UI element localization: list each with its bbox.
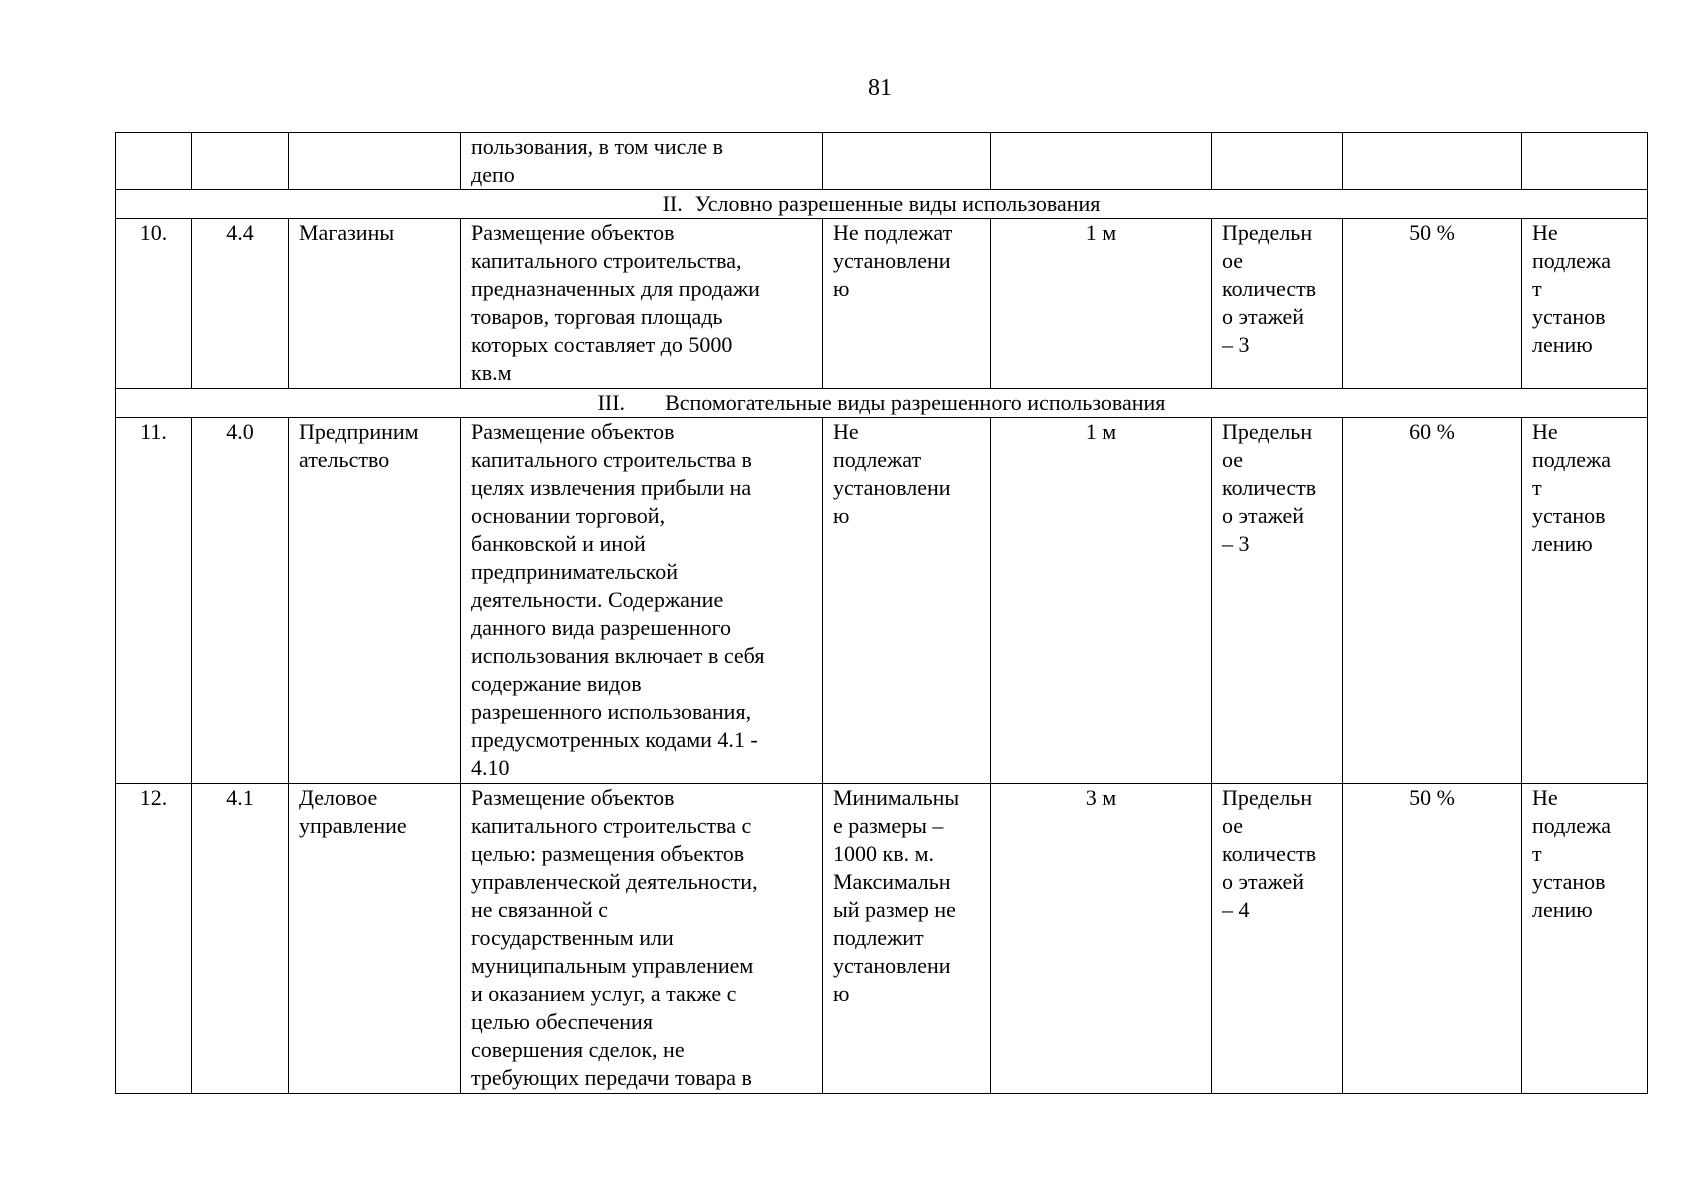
table-row (116, 219, 1648, 389)
cell-name: Деловое управление (289, 784, 461, 1094)
section-title: Вспомогательные виды разрешенного использования (665, 390, 1166, 415)
cell-floors: Предельн ое количеств о этажей – 3 (1212, 418, 1343, 784)
cell-code: 4.1 (192, 784, 289, 1094)
cell-min-setback (991, 133, 1212, 190)
cell-plot-size: Не подлежат установлени ю (823, 418, 991, 784)
cell-description: пользования, в том числе в депо (461, 133, 823, 190)
cell-min-setback: 3 м (991, 784, 1212, 1094)
cell-coverage: 60 % (1343, 418, 1522, 784)
cell-num (116, 133, 192, 190)
table-row-continuation (116, 133, 1648, 190)
cell-description: Размещение объектов капитального строительства в целях извлечения прибыли на основании торговой, банковской и иной предпринимательской деятельности. Содержание данного вида разрешенного использования включает в себя содержание видов разрешенного использования, предусмотренных кодами 4.1 - 4.10 (461, 418, 823, 784)
cell-plot-size: Минимальны е размеры – 1000 кв. м. Максимальн ый размер не подлежит установлени ю (823, 784, 991, 1094)
section-header (116, 389, 1648, 418)
cell-floors (1212, 133, 1343, 190)
cell-num: 11. (116, 418, 192, 784)
cell-name (289, 133, 461, 190)
cell-plot-size: Не подлежат установлени ю (823, 219, 991, 389)
cell-description: Размещение объектов капитального строительства, предназначенных для продажи товаров, торговая площадь которых составляет до 5000 кв.м (461, 219, 823, 389)
cell-floors: Предельн ое количеств о этажей – 4 (1212, 784, 1343, 1094)
page-number: 81 (868, 75, 892, 101)
cell-coverage: 50 % (1343, 784, 1522, 1094)
cell-min-setback: 1 м (991, 418, 1212, 784)
cell-floors: Предельн ое количеств о этажей – 3 (1212, 219, 1343, 389)
cell-name: Магазины (289, 219, 461, 389)
cell-code: 4.4 (192, 219, 289, 389)
cell-code (192, 133, 289, 190)
cell-description: Размещение объектов капитального строительства с целью: размещения объектов управленческой деятельности, не связанной с государственным или муниципальным управлением и оказанием услуг, а также с целью обеспечения совершения сделок, не требующих передачи товара в (461, 784, 823, 1094)
cell-num: 12. (116, 784, 192, 1094)
cell-coverage: 50 % (1343, 219, 1522, 389)
section-header-row (116, 190, 1648, 219)
cell-other: Не подлежа т установ лению (1522, 219, 1648, 389)
cell-other (1522, 133, 1648, 190)
cell-code: 4.0 (192, 418, 289, 784)
cell-min-setback: 1 м (991, 219, 1212, 389)
cell-name: Предприним ательство (289, 418, 461, 784)
section-numeral: III. (597, 390, 626, 415)
cell-other: Не подлежа т установ лению (1522, 784, 1648, 1094)
table-row (116, 784, 1648, 1094)
table-row (116, 418, 1648, 784)
cell-other: Не подлежа т установ лению (1522, 418, 1648, 784)
section-title: Условно разрешенные виды использования (694, 191, 1101, 216)
section-numeral: II. (662, 191, 683, 216)
cell-num: 10. (116, 219, 192, 389)
cell-coverage (1343, 133, 1522, 190)
cell-plot-size (823, 133, 991, 190)
section-header-row (116, 389, 1648, 418)
section-header (116, 190, 1648, 219)
zoning-regulations-table (115, 132, 1648, 1094)
